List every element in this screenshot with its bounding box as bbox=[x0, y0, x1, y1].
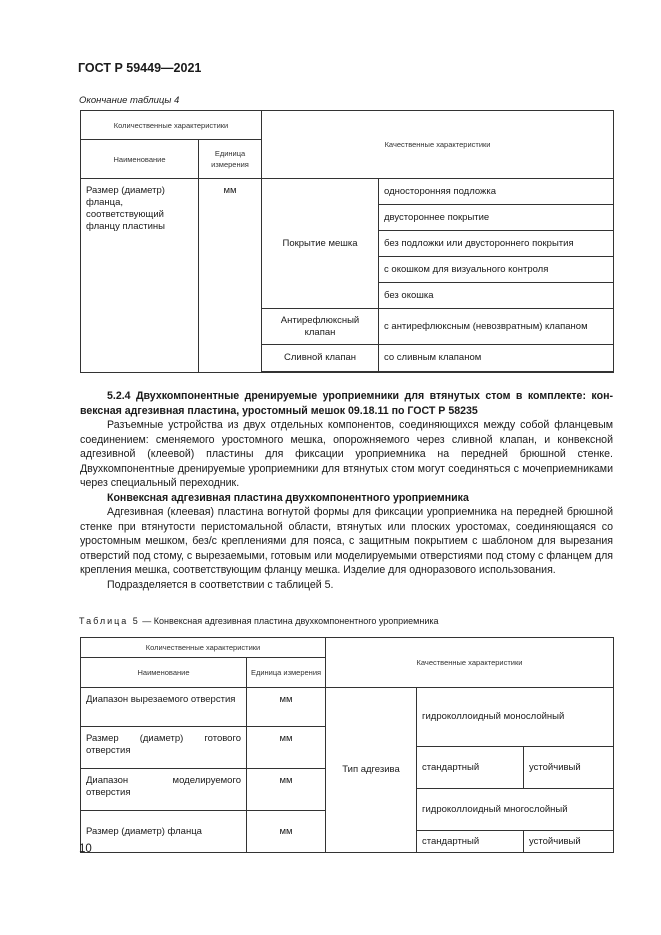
t4-antireflux: Антирефлюксный клапан bbox=[262, 309, 379, 345]
t5-qual-multi: гидроколлоидный многослойный bbox=[417, 789, 614, 831]
t5-row-name: Размер (диаметр) готового отверстия bbox=[81, 727, 247, 769]
table4-continuation-label: Окончание таблицы 4 bbox=[79, 95, 180, 106]
section-heading-line2: вексная адгезивная пластина, уростомный мешок 09.18.11 по ГОСТ Р 58235 bbox=[80, 404, 478, 417]
t5-row-name: Диапазон моделируемого отверстия bbox=[81, 769, 247, 811]
t4-pokrytie-item: с окошком для визуального контроля bbox=[379, 257, 614, 283]
page-number: 10 bbox=[79, 843, 92, 855]
t4-pokrytie: Покрытие мешка bbox=[262, 179, 379, 309]
table-5 bbox=[80, 637, 614, 853]
t4-header-name: Наименование bbox=[81, 140, 199, 179]
t5-qual-resistant: устойчивый bbox=[524, 747, 614, 789]
t5-row-unit: мм bbox=[247, 811, 326, 853]
t5-row-unit: мм bbox=[247, 688, 326, 727]
t5-row-name: Размер (диаметр) фланца bbox=[81, 811, 247, 853]
t4-drain: Сливной клапан bbox=[262, 345, 379, 372]
table5-caption bbox=[79, 616, 439, 626]
paragraph-3: Подразделяется в соответствии с таблицей 5. bbox=[107, 578, 334, 591]
t5-row-unit: мм bbox=[247, 727, 326, 769]
table5-caption-title: — Конвексная адгезивная пластина двухкомпонентного уроприемника bbox=[139, 616, 439, 626]
t5-header-quantitative: Количественные характеристики bbox=[81, 638, 326, 658]
t4-header-unit: Единица измерения bbox=[199, 140, 262, 179]
t4-header-quantitative: Количественные характеристики bbox=[81, 111, 262, 140]
t5-header-unit: Единица измерения bbox=[247, 658, 326, 688]
subheading: Конвексная адгезивная пластина двухкомпонентного уроприемника bbox=[107, 491, 469, 504]
t5-header-qualitative: Качественные характеристики bbox=[326, 638, 614, 688]
t5-row-name: Диапазон вырезаемого отверстия bbox=[81, 688, 247, 727]
t5-row-unit: мм bbox=[247, 769, 326, 811]
t5-qual-standard: стандартный bbox=[417, 747, 524, 789]
t4-drain-value: со сливным клапаном bbox=[379, 345, 614, 372]
table-4 bbox=[80, 110, 614, 373]
t5-qual-standard: стандартный bbox=[417, 831, 524, 853]
paragraph-1: Разъемные устройства из двух отдельных компонентов, соединяющихся между собой фланцевым соединением: сменяемого уростомного мешка, опорожняемого через сливной клапан, и конвексной адгезивной (клеевой) пластины для фиксации уроприемника на передней брюшной стенке. Двухкомпонентные дренируемые уроприемники для втянутых стом могут соединяться с мочеприемниками через специальный переходник. bbox=[80, 419, 613, 489]
t5-adhesive-type: Тип адгезива bbox=[326, 688, 417, 853]
t5-qual-resistant: устойчивый bbox=[524, 831, 614, 853]
t5-header-name: Наименование bbox=[81, 658, 247, 688]
t4-row-unit: мм bbox=[199, 179, 262, 373]
section-heading-line1: 5.2.4 Двухкомпонентные дренируемые уроприемники для втянутых стом в комплекте: кон- bbox=[107, 390, 613, 402]
section-body bbox=[80, 389, 613, 592]
document-header: ГОСТ Р 59449—2021 bbox=[78, 61, 202, 75]
t4-pokrytie-item: односторонняя подложка bbox=[379, 179, 614, 205]
t5-qual-mono: гидроколлоидный монослойный bbox=[417, 688, 614, 747]
t4-pokrytie-item: без подложки или двустороннего покрытия bbox=[379, 231, 614, 257]
t4-pokrytie-item: двустороннее покрытие bbox=[379, 205, 614, 231]
t4-pokrytie-item: без окошка bbox=[379, 283, 614, 309]
t4-antireflux-value: с антирефлюксным (невозвратным) клапаном bbox=[379, 309, 614, 345]
table5-caption-label: Таблица 5 bbox=[79, 616, 140, 626]
t4-header-qualitative: Качественные характеристики bbox=[262, 111, 614, 179]
paragraph-2: Адгезивная (клеевая) пластина вогнутой формы для фиксации уроприемника на передней брюшной стенке при втянутости перистомальной области, втянутых или плоских уростомах, соединяющаяся со уростомным мешком, без/с креплениями для пояса, с защитным покрытием с шаблоном для вырезания отверстий под стому, с вырезаемыми, готовым или моделируемыми отверстиями под стому с фланцем для крепления мешка, соответствующим фланцу мешка. Изделие для одноразового использования. bbox=[80, 506, 613, 576]
t4-row-name: Размер (диаметр) фланца, соответствующий фланцу пластины bbox=[81, 179, 199, 373]
